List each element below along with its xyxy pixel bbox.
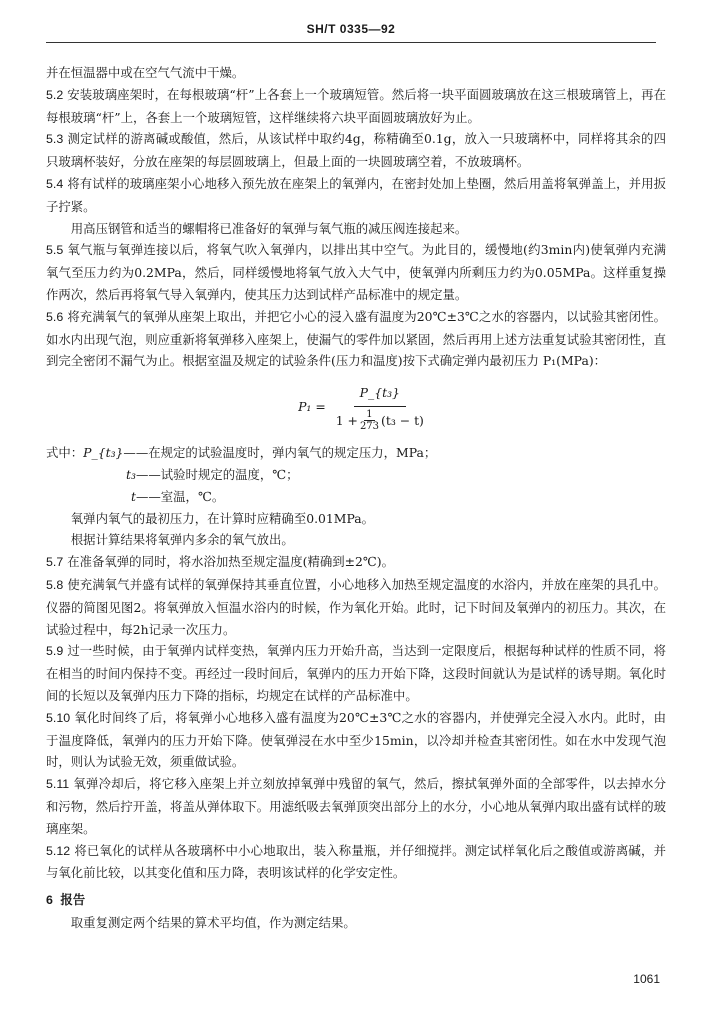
clause-5-7 <box>46 551 666 574</box>
clause-number: 5.2 <box>46 87 64 102</box>
legend-lead: 式中： <box>46 445 84 461</box>
clause-5-6 <box>46 306 666 372</box>
clause-text: 测定试样的游离碱或酸值，然后，从该试样中取约4g，称精确至0.1g，放入一只玻璃杯中，同样将其余的四只玻璃杯装好，分放在座架的每层圆玻璃上，但最上面的一块圆玻璃空着，不放玻璃杯。 <box>46 131 666 170</box>
formula-fraction <box>336 382 424 432</box>
page-number: 1061 <box>633 972 660 986</box>
header-rule <box>46 42 656 43</box>
standard-header: SH/T 0335—92 <box>306 22 396 36</box>
formula-denominator <box>336 407 424 432</box>
clause-text: 过一些时候，由于氧弹内试样变热，氧弹内压力开始升高，当达到一定限度后，根据每种试样的性质不同，将在相当的时间内保持不变。再经过一段时间后，氧弹内的压力开始下降，这段时间就认为是试样的诱导期。氧化时间的长短以及氧弹内压力下降的指标，均规定在试样的产品标准中。 <box>46 643 666 703</box>
clause-number: 5.9 <box>46 644 64 659</box>
formula-legend <box>46 442 666 507</box>
clause-5-8 <box>46 574 666 640</box>
clause-5-4-continuation: 用高压钢管和适当的螺帽将已准备好的氧弹与氧气瓶的减压阀连接起来。 <box>70 220 468 236</box>
clause-text: 安装玻璃座架时，在每根玻璃“杆”上各套上一个玻璃短管。然后将一块平面圆玻璃放在这三根玻璃管上，再在每根玻璃“杆”上，各套上一个玻璃短管，这样继续将六块平面圆玻璃放好为止。 <box>46 86 666 125</box>
legend-description: ——室温，℃。 <box>136 488 225 504</box>
formula-den-prefix: 1 + <box>335 412 358 428</box>
formula-den-suffix: (t₃ − t) <box>381 412 424 428</box>
clause-number: 5.8 <box>46 577 64 592</box>
clause-5-3 <box>46 128 666 173</box>
clause-number: 5.6 <box>46 309 64 324</box>
clause-number: 5.4 <box>46 176 64 191</box>
clause-number: 5.3 <box>46 132 64 147</box>
initial-pressure-formula <box>56 382 666 432</box>
legend-row <box>46 442 666 464</box>
document-body <box>46 62 666 934</box>
legend-description: ——试验时规定的温度，℃； <box>136 466 299 482</box>
paragraph-continuation: 并在恒温器中或在空气气流中干燥。 <box>46 65 245 80</box>
clause-5-11 <box>46 773 666 839</box>
legend-row <box>46 486 666 508</box>
clause-text: 将有试样的玻璃座架小心地移入预先放在座架上的氧弹内，在密封处加上垫圈，然后用盖将氧弹盖上，并用扳子拧紧。 <box>46 175 666 214</box>
section-6-text: 取重复测定两个结果的算术平均值，作为测定结果。 <box>70 914 356 930</box>
legend-symbol: t <box>131 488 136 504</box>
clause-text: 将已氧化的试样从各玻璃杯中小心地取出，装入称量瓶，并仔细搅拌。测定试样氧化后之酸值或游离碱，并与氧化前比较，以其变化值和压力降，表明该试样的化学安定性。 <box>46 842 666 881</box>
small-fraction-denominator: 273 <box>359 421 380 433</box>
formula-lhs: P₁ = <box>298 399 326 415</box>
section-6-heading <box>46 890 666 912</box>
clause-text: 氧气瓶与氧弹连接以后，将氧气吹入氧弹内，以排出其中空气。为此目的，缓慢地(约3min内)使氧弹内充满氧气至压力约为0.2MPa，然后，同样缓慢地将氧气放入大气中，使氧弹内所剩压力约为0.05MPa。这样重复操作两次，然后再将氧气导入氧弹内，使其压力达到试样产品标准中的规定量。 <box>46 242 666 302</box>
section-number: 6 <box>46 893 53 908</box>
clause-5-10 <box>46 707 666 773</box>
section-title: 报告 <box>60 893 86 908</box>
clause-number: 5.10 <box>46 710 71 725</box>
clause-5-9 <box>46 640 666 706</box>
clause-text: 氧弹冷却后，将它移入座架上并立刻放掉氧弹中残留的氧气，然后，擦拭氧弹外面的全部零件，以去掉水分和污物，然后拧开盖，将盖从弹体取下。用滤纸吸去氧弹顶突出部分上的水分，小心地从氧弹内取出盛有试样的玻璃座架。 <box>46 776 666 836</box>
legend-symbol: t₃ <box>126 466 136 482</box>
legend-description: ——在规定的试验温度时，弹内氧气的规定压力，MPa； <box>123 445 437 461</box>
clause-5-6-note-release: 根据计算结果将氧弹内多余的氧气放出。 <box>70 532 294 548</box>
clause-5-2 <box>46 84 666 129</box>
clause-text: 在准备氧弹的同时，将水浴加热至规定温度(精确到±2℃)。 <box>67 554 395 570</box>
clause-number: 5.5 <box>46 243 64 258</box>
formula-small-fraction <box>360 409 379 432</box>
clause-text: 氧化时间终了后，将氧弹小心地移入盛有温度为20℃±3℃之水的容器内，并使弹完全浸入水内。此时，由于温度降低，氧弹内的压力开始下降。使氧弹浸在水中至少15min，以冷却并检查其密闭性。如在水中发现气泡时，则认为试验无效，须重做试验。 <box>46 709 666 770</box>
clause-5-6-note-precision: 氧弹内氧气的最初压力，在计算时应精确至0.01MPa。 <box>70 510 375 526</box>
legend-symbol: P_{t₃} <box>83 445 124 461</box>
formula-numerator: P_{t₃} <box>354 382 406 407</box>
clause-number: 5.7 <box>46 555 64 570</box>
clause-number: 5.12 <box>46 843 71 858</box>
clause-5-5 <box>46 239 666 305</box>
clause-5-4 <box>46 173 666 218</box>
legend-row <box>46 464 666 486</box>
clause-5-12 <box>46 840 666 885</box>
small-fraction-numerator: 1 <box>366 409 373 421</box>
clause-text: 将充满氧气的氧弹从座架上取出，并把它小心的浸入盛有温度为20℃±3℃之水的容器内，以试验其密闭性。如水内出现气泡，则应重新将氧弹移入座架上，使漏气的零件加以紧固，然后再用上述方法重复试验其密闭性，直到完全密闭不漏气为止。根据室温及规定的试验条件(压力和温度)按下式确定弹内最初压力 P₁(MPa)： <box>46 308 666 369</box>
clause-text: 使充满氧气并盛有试样的氧弹保持其垂直位置，小心地移入加热至规定温度的水浴内，并放在座架的具孔中。仪器的简图见图2。将氧弹放入恒温水浴内的时候，作为氧化开始。此时，记下时间及氧弹内的初压力。其次，在试验过程中，每2h记录一次压力。 <box>46 576 666 637</box>
clause-number: 5.11 <box>46 777 70 792</box>
